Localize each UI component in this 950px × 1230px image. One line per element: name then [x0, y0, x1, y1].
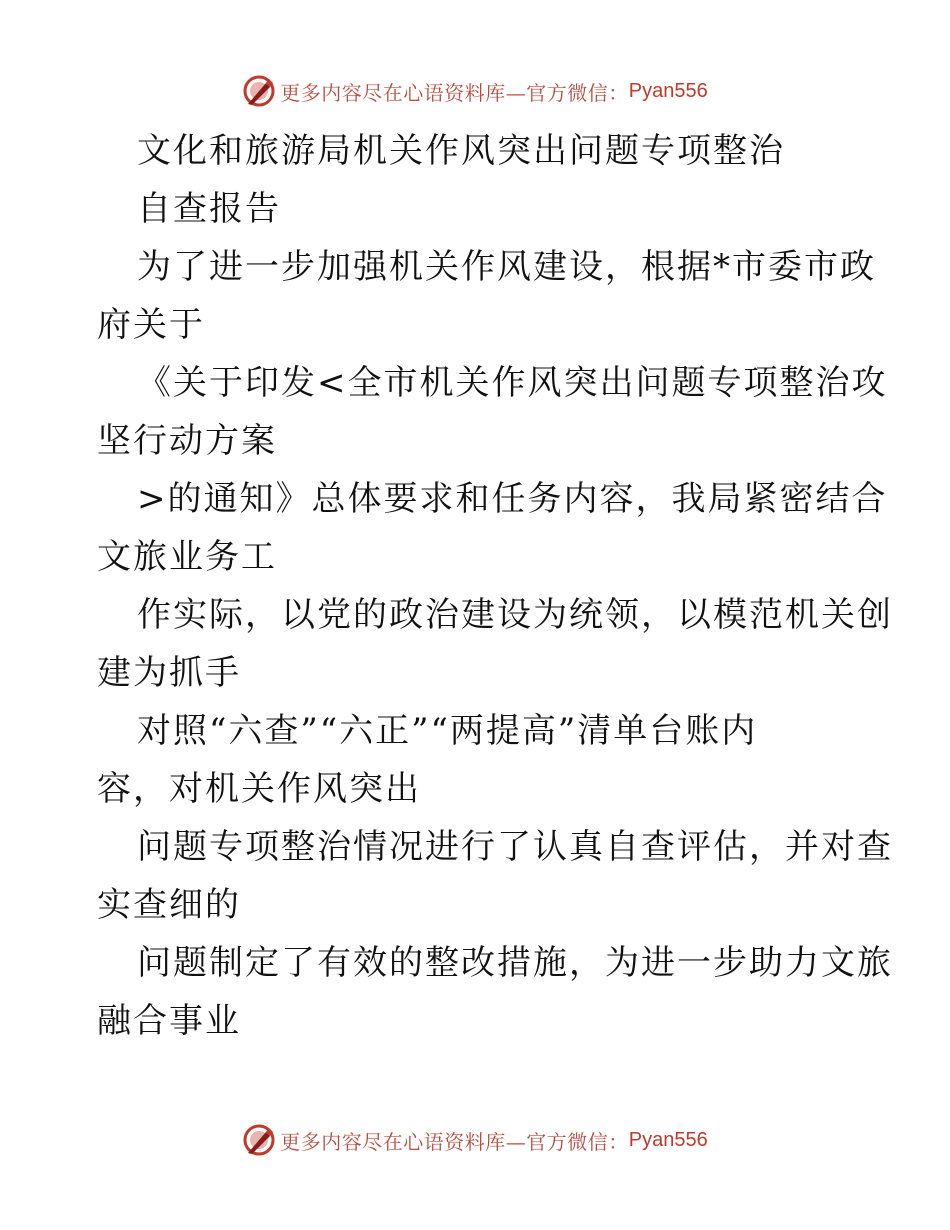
header-watermark — [0, 71, 950, 111]
paragraph-line: 融合事业 — [97, 1001, 241, 1041]
paragraph-line: 问题专项整治情况进行了认真自查评估，并对查 — [137, 827, 893, 867]
pen-circle-logo-icon — [242, 74, 276, 108]
paragraph-line: 文旅业务工 — [97, 537, 277, 577]
watermark-wechat-id: Pyan556 — [628, 79, 708, 102]
document-body — [97, 122, 893, 1050]
watermark-text: 更多内容尽在心语资料库—官方微信： — [280, 80, 629, 105]
paragraph-line: 作实际，以党的政治建设为统领，以模范机关创 — [137, 595, 893, 635]
paragraph-line: 问题制定了有效的整改措施，为进一步助力文旅 — [137, 943, 893, 983]
watermark-wechat-id: Pyan556 — [628, 1128, 708, 1151]
paragraph-line: 为了进一步加强机关作风建设，根据*市委市政 — [137, 247, 876, 287]
paragraph-line: 对照“六查”“六正”“两提高”清单台账内 — [137, 711, 758, 751]
paragraph-line: 府关于 — [97, 305, 205, 345]
paragraph-line: 坚行动方案 — [97, 421, 277, 461]
paragraph-line: >的通知》总体要求和任务内容，我局紧密结合 — [137, 479, 888, 519]
pen-circle-logo-icon — [242, 1123, 276, 1157]
paragraph-line: 建为抓手 — [97, 653, 241, 693]
document-title: 文化和旅游局机关作风突出问题专项整治 — [137, 131, 785, 171]
paragraph-line: 容，对机关作风突出 — [97, 769, 421, 809]
document-subtitle: 自查报告 — [137, 189, 281, 229]
footer-watermark — [0, 1120, 950, 1160]
paragraph-line: 实查细的 — [97, 885, 241, 925]
paragraph-line: 《关于印发<全市机关作风突出问题专项整治攻 — [137, 363, 888, 403]
watermark-text: 更多内容尽在心语资料库—官方微信： — [280, 1129, 629, 1154]
